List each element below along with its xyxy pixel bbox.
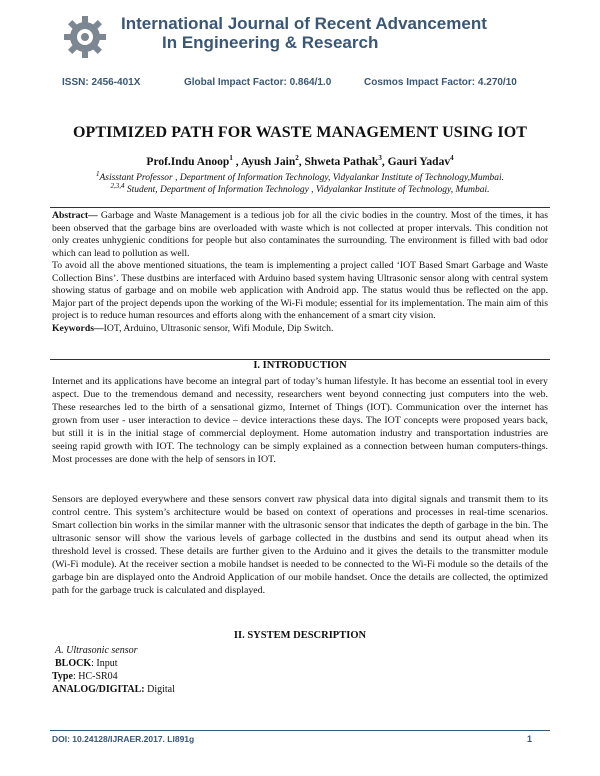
issn: ISSN: 2456-401X [62,77,141,88]
abstract-paragraph-2: To avoid all the above mentioned situations, the team is implementing a project called ‘IOT Based Smart Garbage and Waste Collection Bins’. These dustbins are interfaced with Arduino based system having Ultrasonic sensor along with central system showing status of garbage and on mobile web application with Android app. The status would thus be reflected on the app. Major part of the project depends upon the working of the Wi-Fi module; essential for its implementation. The main aim of this project is to reduce human resources and efforts along with the enhancement of a smart city vision. [52,260,548,321]
affiliation-text: Asisstant Professor , Department of Information Technology, Vidyalankar Institute of Technology,Mumbai. [99,173,505,184]
abstract-label: Abstract— [52,210,98,221]
analog-digital-value: Digital [144,684,175,695]
affiliation-sup: 2,3,4 [110,182,125,190]
affiliation-text: Student, Department of Information Technology , Vidyalankar Institute of Technology, Mumbai. [124,185,490,196]
author-name: Ayush Jain [240,155,296,168]
introduction-paragraph-1 [52,375,548,466]
footer-rule [50,730,550,731]
section-heading-system-description: II. SYSTEM DESCRIPTION [233,630,367,641]
author-sup: 2 [295,154,299,162]
global-impact-factor: Global Impact Factor: 0.864/1.0 [184,77,332,88]
block-value: : Input [91,658,118,669]
gear-logo-icon [62,14,108,60]
author-sup: 4 [450,154,454,162]
type-field [52,671,118,682]
analog-digital-label: ANALOG/DIGITAL: [52,684,145,695]
paragraph-text: Internet and its applications have become an integral part of today’s human lifestyle. It has become an essential tool in every aspect. Due to the tremendous demand and necessity, researchers went beyond connecting just computers into the web. These researches led to the birth of a sensational gizmo, Internet of Things (IOT). Communication over the internet has grown from user - user interaction to device – device interactions these days. The IOT concepts were proposed years back, but still it is in the initial stage of commercial deployment. Home automation industry and transportation industries are seeing rapid growth with IOT. The technology can be simply explained as a connection between human computers-things. Most processes are done with the help of sensors in IOT. [52,376,548,465]
affiliation-sup: 1 [95,170,100,178]
abstract-top-rule [50,207,550,208]
cosmos-impact-factor: Cosmos Impact Factor: 4.270/10 [364,77,517,88]
abstract-text: Garbage and Waste Management is a tedious job for all the civic bodies in the country. Most of the times, it has been observed that the garbage bins are overloaded with waste which is not collected at proper intervals. This condition not only creates unhygienic conditions for people but also contaminates the surrounding. The environment is filled with bad odor which can lead to pollution as well. [52,210,548,259]
abstract [52,210,548,335]
section-heading-introduction: I. INTRODUCTION [253,360,347,371]
introduction-paragraph-2 [52,493,548,597]
abstract-paragraph-1 [52,210,548,260]
type-label: Type [52,671,73,682]
block-field [55,658,118,669]
journal-title-line2: In Engineering & Research [162,33,379,52]
analog-digital-field [52,684,175,695]
journal-title-line1: International Journal of Recent Advancement [121,14,487,33]
author-sup: 1 [229,154,233,162]
author-name: Shweta Pathak [304,155,379,168]
keywords [52,323,548,336]
author-list: Prof.Indu Anoop$^1$ , Ayush Jain$^2$, Shweta Pathak$^3$, Gauri Yadav$^4$ [146,154,454,168]
journal-header [0,0,600,100]
author-sup: 3 [378,154,382,162]
keywords-label: Keywords— [52,322,104,334]
author-name: Gauri Yadav [387,155,451,168]
page-number: 1 [527,734,533,744]
doi: DOI: 10.24128/IJRAER.2017. Ll891g [52,734,195,744]
paper-title: OPTIMIZED PATH FOR WASTE MANAGEMENT USING IOT [72,124,528,141]
type-value: : HC-SR04 [72,671,118,682]
keywords-text: IOT, Arduino, Ultrasonic sensor, Wifi Module, Dip Switch. [103,322,334,334]
paragraph-text: Sensors are deployed everywhere and these sensors convert raw physical data into digital signals and transmit them to its control centre. This system’s architecture would be based on context of operations and processes in real-time scenarios. Smart collection bin works in the similar manner with the ultrasonic sensor that indicates the depth of garbage in the bin. The ultrasonic sensor will show the various levels of garbage collected in the dustbins and send its output ahead when its threshold level is crossed. These details are further given to the Arduino and it gives the details to the transmitter module (Wi-Fi module). At the receiver section a mobile handset is needed to be connected to the Wi-Fi module so the details of the garbage bin are displayed onto the Android Application of our mobile handset. Once the details are collected, the optimized path for the garbage truck is calculated and displayed. [52,494,548,596]
affiliation-2 [0,182,600,195]
block-label: BLOCK [55,658,92,669]
subsection-heading: A. Ultrasonic sensor [55,645,138,656]
author-name: Prof.Indu Anoop [146,155,230,168]
